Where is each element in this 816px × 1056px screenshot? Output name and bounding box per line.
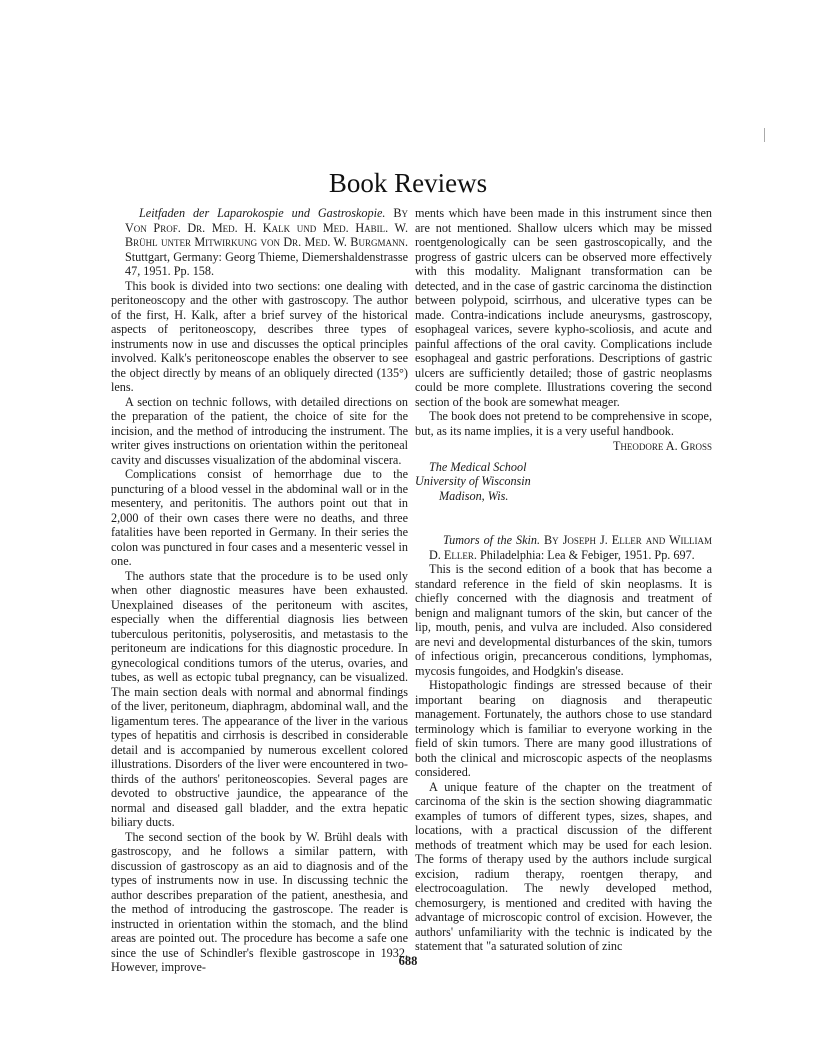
page-number: 688 xyxy=(398,954,418,968)
review2-paragraph: This is the second edition of a book that has become a standard reference in the field of skin neoplasms. It is chiefly concerned with the diagnosis and treatment of benign and malignant tumors of the skin, but cancer of the lip, mouth, penis, and vulva are included. Also considered are nevi and developmental disturbances of the skin, tumors of infectious origin, precancerous conditions, lymphomas, mycosis fungoides, and Hodgkin's disease. xyxy=(415,562,712,678)
right-column xyxy=(415,206,712,954)
review1-book-title: Leitfaden der Laparokospie und Gastroskopie. xyxy=(139,206,386,220)
review1-paragraph: The book does not pretend to be comprehensive in scope, but, as its name implies, it is a very useful handbook. xyxy=(415,409,712,438)
left-column xyxy=(111,206,408,975)
page-title: Book Reviews xyxy=(328,168,488,198)
review2-paragraph: A unique feature of the chapter on the treatment of carcinoma of the skin is the section showing diagrammatic examples of tumors of different types, sizes, shapes, and locations, with a practical discussion of the different methods of treatment which may be used for each lesion. The forms of therapy used by the authors include surgical excision, radium therapy, roentgen therapy, and electrocoagulation. The newly developed method, chemosurgery, is mentioned and credited with having the advantage of microscopic control of excision. However, the authors' unfamiliarity with the technic is indicated by the statement that "a saturated solution of zinc xyxy=(415,779,712,953)
affiliation-line: Madison, Wis. xyxy=(439,488,509,503)
review1-affiliation xyxy=(415,460,712,504)
affiliation-line: University of Wisconsin xyxy=(415,474,531,488)
review2-publication: Philadelphia: Lea & Febiger, 1951. Pp. 697. xyxy=(479,547,695,562)
review1-publication: Stuttgart, Germany: Georg Thieme, Diemershaldenstrasse 47, 1951. Pp. 158. xyxy=(125,249,408,278)
review2-paragraph: Histopathologic findings are stressed because of their important bearing on diagnosis and therapeutic management. Fortunately, the authors chose to use standard terminology which is familiar to everyone working in the field of skin tumors. There are many good illustrations of both the clinical and microscopic aspects of the neoplasms considered. xyxy=(415,678,712,779)
review2-heading xyxy=(415,533,712,562)
review1-authors: By Von Prof. Dr. Med. H. Kalk und Med. Habil. W. Brühl unter Mitwirkung von Dr. Med. W. Burgmann. xyxy=(125,206,409,249)
scan-edge-mark xyxy=(764,128,765,142)
affiliation-line: The Medical School xyxy=(429,459,527,474)
review1-paragraph: A section on technic follows, with detailed directions on the preparation of the patient, the choice of site for the incision, and the method of introducing the instrument. The writer gives instructions on orientation within the peritoneal cavity and discusses visualization of the abdominal viscera. xyxy=(111,394,408,467)
review2-book-title: Tumors of the Skin. xyxy=(443,533,541,547)
review1-paragraph-continued: The second section of the book by W. Brühl deals with gastroscopy, and he follows a similar pattern, with discussion of gastroscopy as an aid to diagnosis and of the types of instruments now in use. In discussing technic the author describes preparation of the patient, anesthesia, and the method of introducing the gastroscope. The reader is instructed in orientation within the stomach, and the blind areas are pointed out. The procedure has become a safe one since the use of Schindler's flexible gastroscope in 1932. However, improve- xyxy=(111,829,408,974)
review1-heading xyxy=(111,206,408,279)
review1-paragraph: Complications consist of hemorrhage due to the puncturing of a blood vessel in the abdominal wall or in the mesentery, and peritonitis. The authors point out that in 2,000 of their own cases there were no deaths, and three fatalities have been reported in Germany. In their series the colon was punctured in four cases and a mesenteric vessel in one. xyxy=(111,467,408,568)
review2-authors: By Joseph J. Eller and William D. Eller. xyxy=(429,533,712,562)
review1-reviewer: Theodore A. Gross xyxy=(612,439,712,453)
review1-paragraph: This book is divided into two sections: one dealing with peritoneoscopy and the other with gastroscopy. The author of the first, H. Kalk, after a brief survey of the historical aspects of peritoneoscopy, describes three types of instruments now in use and discusses the optical principles involved. Kalk's peritoneoscope enables the observer to see the object directly by means of an obliquely directed (135°) lens. xyxy=(111,278,408,394)
review1-paragraph-continuation: ments which have been made in this instrument since then are not mentioned. Shallow ulcers which may be missed roentgenologically can be seen gastroscopically, and the progress of gastric ulcers can be observed more effectively with this modality. Malignant transformation can be detected, and in the case of gastric carcinoma the distinction between polypoid, scirrhous, and ulcerative types can be made. Contra-indications include aneurysms, gastroscopy, esophageal varices, severe kypho-scoliosis, and acute and painful affections of the oral cavity. Complications include esophageal and gastric perforations. Descriptions of gastric ulcers are sufficiently detailed; those of gastric neoplasms could be more complete. Illustrations covering the second section of the book are somewhat meager. xyxy=(415,206,712,409)
review1-paragraph: The authors state that the procedure is to be used only when other diagnostic measures have been exhausted. Unexplained diseases of the peritoneum with ascites, especially when the differential diagnosis lies between tuberculous peritonitis, polyserositis, and metastasis to the peritoneum are indications for this diagnostic procedure. In gynecological conditions tumors of the uterus, ovaries, and tubes, as well as ectopic tubal pregnancy, can be visualized. The main section deals with normal and abnormal findings of the liver, peritoneum, diaphragm, abdominal wall, and the ligamentum teres. The appearance of the liver in the various types of hepatitis and cirrhosis is described in considerable detail and is accompanied by numerous excellent colored illustrations. Disorders of the liver were encountered in two-thirds of the authors' peritoneoscopies. Several pages are devoted to obstructive jaundice, the appearance of the normal and diseased gall bladder, and the extra hepatic biliary ducts. xyxy=(111,568,408,829)
